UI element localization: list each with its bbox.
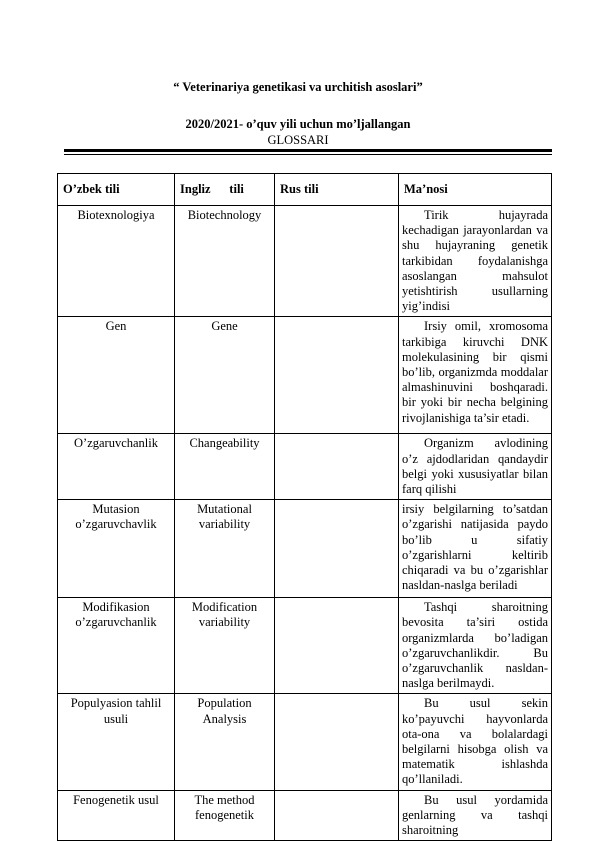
term-russian [275, 317, 399, 434]
term-russian [275, 206, 399, 317]
column-header-english: Ingliz tili [175, 174, 275, 206]
header-rule-thick [64, 149, 552, 152]
term-english [175, 500, 275, 598]
term-meaning [399, 434, 552, 500]
term-english-text: Population Analysis [197, 696, 252, 726]
term-meaning-text: Tirik hujayrada kechadigan jarayonlardan va shu hujayraning genetik tarkibidan foydalanishga asoslangan mahsulot yetishtirish usullarning yig’indisi [402, 208, 548, 314]
table-row [58, 317, 552, 434]
term-english [175, 790, 275, 841]
term-english [175, 206, 275, 317]
table-row [58, 206, 552, 317]
term-english [175, 694, 275, 790]
term-english-text: Biotechnology [187, 208, 262, 222]
term-meaning-text: Organizm avlodining o’z ajdodlaridan qandaydir belgi yoki xususiyatlar bilan farq qilishi [402, 436, 548, 497]
term-english [175, 598, 275, 694]
table-header-row [58, 174, 552, 206]
term-english-text: Gene [211, 319, 238, 334]
term-uzbek [58, 694, 175, 790]
term-meaning [399, 317, 552, 434]
term-meaning-text: Bu usul sekin ko’payuvchi hayvonlarda ota-ona va bolalardagi belgilarni hisobga olish va matematik ishlashda qo’llaniladi. [402, 696, 548, 787]
term-meaning-text: Bu usul yordamida genlarning va tashqi sharoitning [402, 792, 548, 838]
term-english-text: Mutational variability [197, 502, 252, 532]
term-meaning [399, 694, 552, 790]
table-row [58, 434, 552, 500]
term-russian [275, 500, 399, 598]
term-meaning [399, 500, 552, 598]
term-russian [275, 434, 399, 500]
column-header-russian: Rus tili [275, 174, 399, 206]
term-uzbek-text: Fenogenetik usul [73, 792, 159, 807]
term-meaning [399, 790, 552, 841]
term-uzbek [58, 317, 175, 434]
column-header-meaning: Ma’nosi [399, 174, 552, 206]
column-header-uzbek: O’zbek tili [58, 174, 175, 206]
table-row [58, 598, 552, 694]
term-uzbek [58, 206, 175, 317]
term-meaning-text: Tashqi sharoitning bevosita ta’siri ostida organizmlarda bo’ladigan o’zgaruvchanlikdir. Bu o’zgaruvchanlik nasldan-naslga berilmaydi. [402, 600, 548, 691]
term-uzbek-text: Modifikasion o’zgaruvchanlik [75, 600, 157, 630]
document-type-label: GLOSSARI [267, 133, 329, 147]
table-row [58, 790, 552, 841]
table-row [58, 500, 552, 598]
term-russian [275, 694, 399, 790]
term-english-text: Modification variability [191, 600, 258, 630]
term-english-text: The method fenogenetik [194, 792, 255, 822]
term-russian [275, 598, 399, 694]
term-uzbek-text: O’zgaruvchanlik [74, 436, 158, 451]
term-uzbek-text: Biotexnologiya [77, 208, 155, 222]
term-russian [275, 790, 399, 841]
term-uzbek [58, 500, 175, 598]
term-meaning [399, 598, 552, 694]
glossary-table [57, 173, 552, 841]
term-english [175, 434, 275, 500]
term-uzbek [58, 598, 175, 694]
header-rule-thin [64, 154, 552, 155]
table-row [58, 694, 552, 790]
term-uzbek [58, 434, 175, 500]
term-english-text: Changeability [189, 436, 260, 451]
term-meaning [399, 206, 552, 317]
term-english [175, 317, 275, 434]
term-uzbek-text: Populyasion tahlil usuli [70, 696, 162, 726]
term-uzbek-text: Mutasion o’zgaruvchavlik [75, 502, 157, 532]
document-subtitle: 2020/2021- o’quv yili uchun mo’ljallangan [185, 117, 411, 131]
term-uzbek-text: Gen [105, 319, 127, 334]
term-meaning-text: Irsiy omil, xromosoma tarkibiga kiruvchi DNK molekulasining bir qismi bo’lib, organizmda moddalar almashinuvini boshqaradi. bir yoki bir necha belgining rivojlanishiga ta’sir etadi. [402, 319, 548, 425]
term-meaning-text: irsiy belgilarning to’satdan o’zgarishi natijasida paydo bo’lib u sifatiy o’zgarishlarni keltirib chiqaradi va bu o’zgarishlar nasldan-naslga beriladi [402, 502, 548, 593]
term-uzbek [58, 790, 175, 841]
document-title: “ Veterinariya genetikasi va urchitish asoslari” [173, 80, 423, 94]
